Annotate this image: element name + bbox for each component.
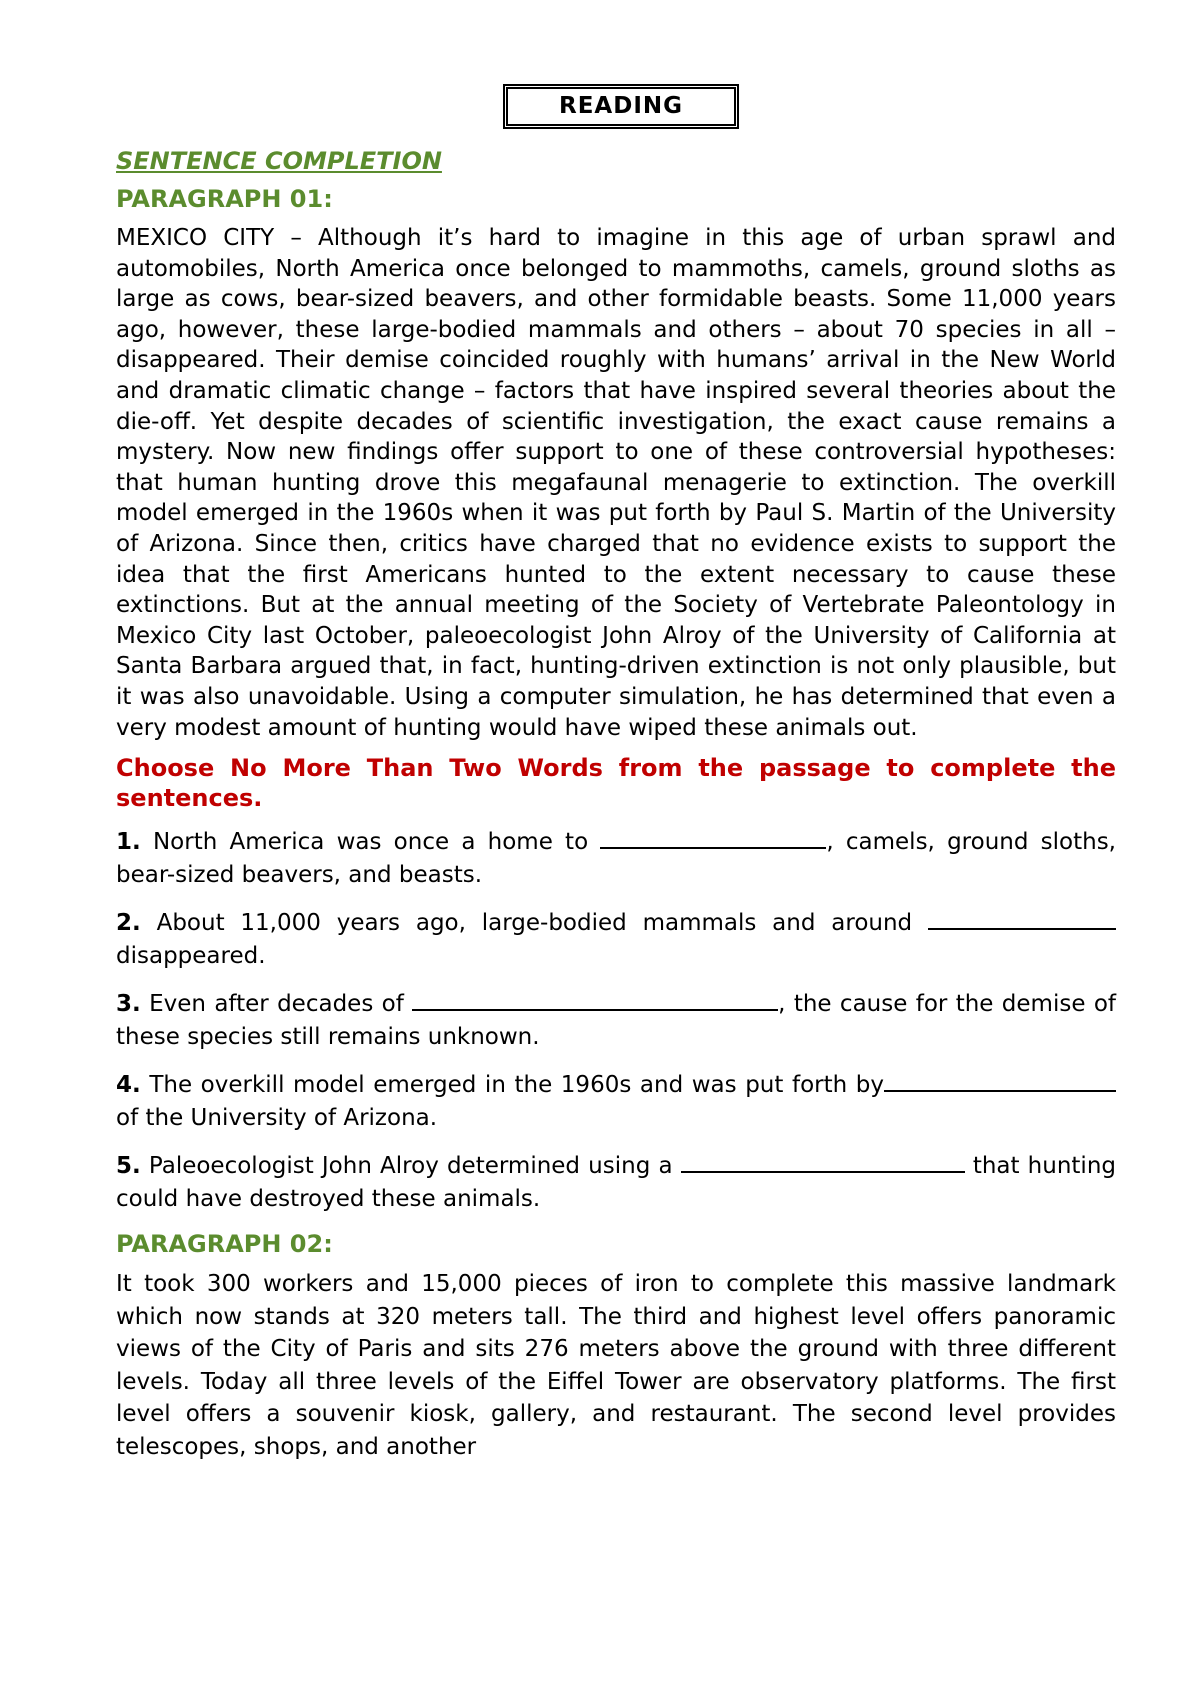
instruction-text: Choose No More Than Two Words from the passage to complete the sentences. — [116, 754, 1116, 813]
reading-title-box: READING — [503, 84, 739, 129]
question-text-after: of the University of Arizona. — [116, 1105, 438, 1132]
question-text-after: , camels, ground sloths, bear-sized beavers, and beasts. — [116, 829, 1116, 889]
question-3 — [116, 987, 1116, 1054]
question-number: 3. — [116, 991, 141, 1018]
document-page — [116, 84, 1116, 1474]
question-text-before: Even after decades of — [140, 991, 413, 1018]
question-number: 5. — [116, 1153, 141, 1180]
paragraph-1-text: MEXICO CITY – Although it’s hard to imagine in this age of urban sprawl and automobiles, North America once belonged to mammoths, camels, ground sloths as large as cows, bear-sized beavers, and other formidable beasts. Some 11,000 years ago, however, these large-bodied mammals and others – about 70 species in all – disappeared. Their demise coincided roughly with humans’ arrival in the New World and dramatic climatic change – factors that have inspired several theories about the die-off. Yet despite decades of scientific investigation, the exact cause remains a mystery. Now new findings offer support to one of these controversial hypotheses: that human hunting drove this megafaunal menagerie to extinction. The overkill model emerged in the 1960s when it was put forth by Paul S. Martin of the University of Arizona. Since then, critics have charged that no evidence exists to support the idea that the first Americans hunted to the extent necessary to cause these extinctions. But at the annual meeting of the Society of Vertebrate Paleontology in Mexico City last October, paleoecologist John Alroy of the University of California at Santa Barbara argued that, in fact, hunting-driven extinction is not only plausible, but it was also unavoidable. Using a computer simulation, he has determined that even a very modest amount of hunting would have wiped these animals out. — [116, 225, 1116, 741]
question-5 — [116, 1149, 1116, 1216]
question-text-after: , the cause for the demise of these species still remains unknown. — [116, 991, 1116, 1051]
question-1 — [116, 825, 1116, 892]
paragraph-1-heading: PARAGRAPH 01: — [116, 185, 333, 213]
answer-blank[interactable] — [412, 987, 778, 1011]
question-4 — [116, 1068, 1116, 1135]
question-text-before: About 11,000 years ago, large-bodied mammals and around — [140, 910, 928, 937]
question-text-before: North America was once a home to — [140, 829, 601, 856]
question-number: 1. — [116, 829, 141, 856]
question-text-after: disappeared. — [116, 943, 266, 970]
paragraph-2-heading: PARAGRAPH 02: — [116, 1230, 333, 1259]
question-text-before: The overkill model emerged in the 1960s and was put forth by — [140, 1072, 884, 1099]
question-text-after: that hunting could have destroyed these animals. — [116, 1153, 1116, 1213]
answer-blank[interactable] — [600, 825, 826, 849]
answer-blank[interactable] — [681, 1149, 965, 1173]
question-text-before: Paleoecologist John Alroy determined using a — [140, 1153, 681, 1180]
answer-blank[interactable] — [928, 906, 1116, 930]
answer-blank[interactable] — [884, 1068, 1116, 1092]
question-2 — [116, 906, 1116, 973]
paragraph-2-text: It took 300 workers and 15,000 pieces of iron to complete this massive landmark which now stands at 320 meters tall. The third and highest level offers panoramic views of the City of Paris and sits 276 meters above the ground with three different levels. Today all three levels of the Eiffel Tower are observatory platforms. The first level offers a souvenir kiosk, gallery, and restaurant. The second level provides telescopes, shops, and another — [116, 1271, 1116, 1461]
title-wrapper — [116, 84, 1116, 129]
question-number: 2. — [116, 910, 141, 937]
section-heading: SENTENCE COMPLETION — [116, 147, 442, 175]
question-number: 4. — [116, 1072, 141, 1099]
